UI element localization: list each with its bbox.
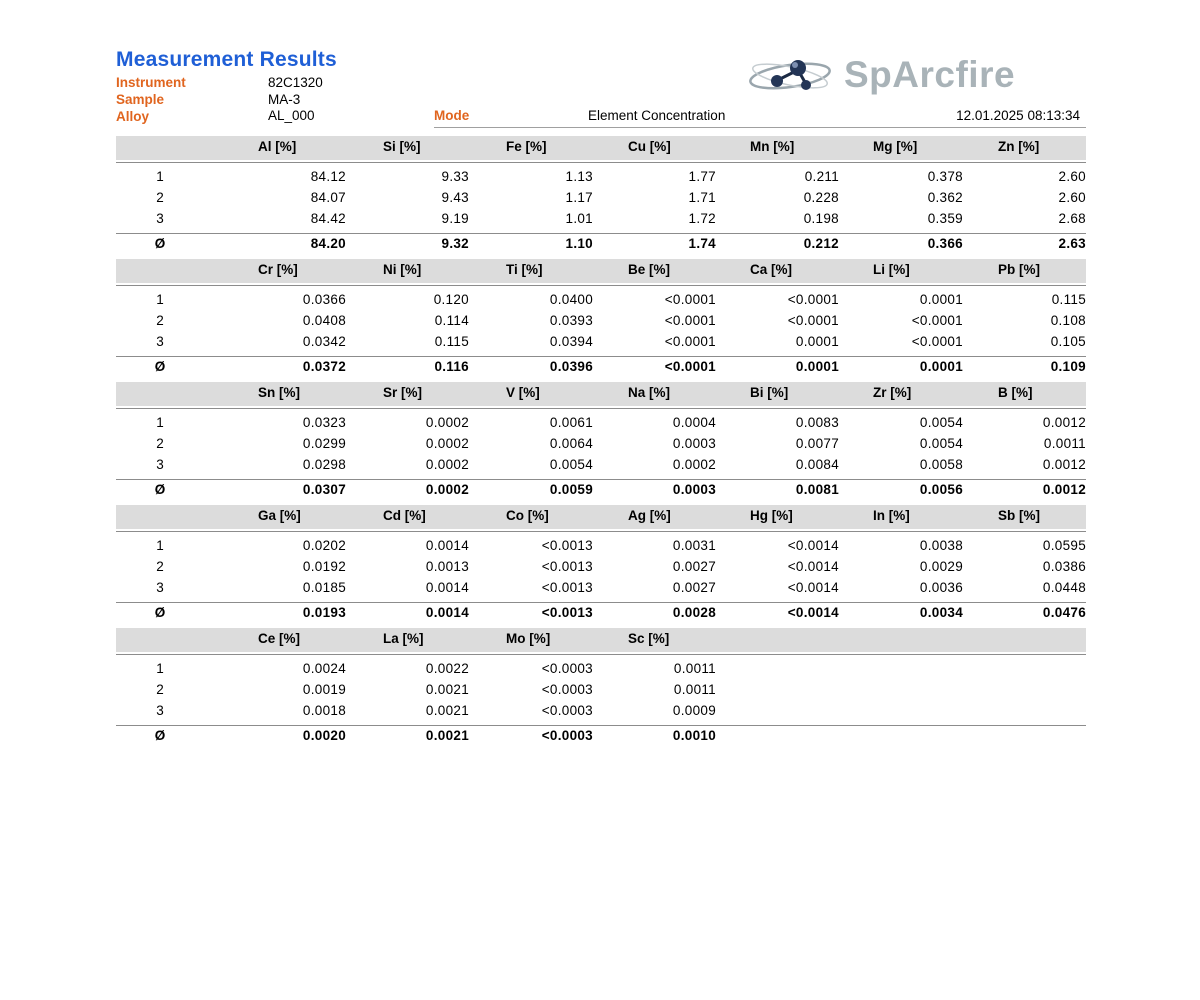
element-header: Al [%] [258, 139, 297, 154]
element-block [116, 259, 1086, 382]
value-cell: 0.0022 [425, 661, 469, 676]
value-cell: 0.0027 [672, 580, 716, 595]
value-cell: 0.0386 [1042, 559, 1086, 574]
average-value-cell: 0.0001 [795, 359, 839, 374]
value-cell: 0.0064 [549, 436, 593, 451]
element-header: B [%] [998, 385, 1033, 400]
value-cell: 0.0031 [672, 538, 716, 553]
mode-label: Mode [434, 108, 470, 123]
value-cell: 2.68 [1058, 211, 1086, 226]
average-value-cell: 0.0396 [549, 359, 593, 374]
value-cell: 0.0077 [795, 436, 839, 451]
average-value-cell: 0.0001 [919, 359, 963, 374]
average-value-cell: <0.0013 [541, 605, 593, 620]
sample-value: MA-3 [268, 92, 301, 107]
average-value-cell: 1.74 [688, 236, 716, 251]
value-cell: 0.211 [804, 169, 839, 184]
element-header: Fe [%] [506, 139, 547, 154]
average-value-cell: 0.0003 [672, 482, 716, 497]
average-value-cell: 0.0034 [919, 605, 963, 620]
average-symbol: Ø [154, 359, 166, 374]
average-value-cell: 0.0307 [302, 482, 346, 497]
average-value-cell: 0.0010 [672, 728, 716, 743]
row-number: 1 [156, 292, 164, 307]
average-value-cell: 0.0059 [549, 482, 593, 497]
header-rule [116, 285, 1086, 286]
value-cell: 0.0342 [302, 334, 346, 349]
value-cell: 0.228 [803, 190, 839, 205]
value-cell: 0.0298 [302, 457, 346, 472]
value-cell: 0.0004 [672, 415, 716, 430]
element-header: Mg [%] [873, 139, 918, 154]
value-cell: 0.0054 [919, 415, 963, 430]
header-rule [116, 531, 1086, 532]
row-number: 2 [156, 682, 164, 697]
element-header-band [116, 505, 1086, 529]
element-header: Ti [%] [506, 262, 543, 277]
value-cell: 0.0011 [673, 661, 716, 676]
element-header-band [116, 628, 1086, 652]
average-value-cell: 0.0028 [672, 605, 716, 620]
value-cell: 1.17 [565, 190, 593, 205]
sample-label: Sample [116, 92, 165, 107]
value-cell: <0.0001 [787, 313, 839, 328]
row-number: 2 [156, 559, 164, 574]
value-cell: 0.0054 [919, 436, 963, 451]
value-cell: 0.0036 [919, 580, 963, 595]
header-divider [434, 127, 1086, 128]
measurement-datetime: 12.01.2025 08:13:34 [956, 108, 1080, 123]
row-number: 2 [156, 190, 164, 205]
average-value-cell: 0.212 [803, 236, 839, 251]
value-cell: 0.362 [927, 190, 963, 205]
value-cell: <0.0014 [787, 580, 839, 595]
average-symbol: Ø [154, 728, 166, 743]
average-value-cell: 0.0372 [302, 359, 346, 374]
average-value-cell: 2.63 [1058, 236, 1086, 251]
value-cell: 84.42 [310, 211, 346, 226]
average-symbol: Ø [154, 236, 166, 251]
value-cell: 0.115 [1051, 292, 1086, 307]
value-cell: <0.0003 [541, 661, 593, 676]
value-cell: <0.0013 [541, 538, 593, 553]
value-cell: 0.0394 [549, 334, 593, 349]
element-header: Cu [%] [628, 139, 671, 154]
value-cell: 0.0002 [672, 457, 716, 472]
element-header: Li [%] [873, 262, 910, 277]
results-tables [116, 136, 1086, 751]
value-cell: 1.01 [565, 211, 593, 226]
element-header: Pb [%] [998, 262, 1040, 277]
value-cell: 0.0002 [425, 415, 469, 430]
value-cell: 0.108 [1050, 313, 1086, 328]
value-cell: 1.13 [565, 169, 593, 184]
average-value-cell: 0.0002 [425, 482, 469, 497]
element-header: Ca [%] [750, 262, 793, 277]
value-cell: 0.0021 [425, 703, 469, 718]
value-cell: 0.0054 [549, 457, 593, 472]
element-header: Ni [%] [383, 262, 422, 277]
value-cell: 0.0083 [795, 415, 839, 430]
value-cell: 0.0366 [302, 292, 346, 307]
average-value-cell: <0.0001 [664, 359, 716, 374]
element-header: Ga [%] [258, 508, 301, 523]
value-cell: 0.0019 [302, 682, 346, 697]
value-cell: 0.0018 [302, 703, 346, 718]
value-cell: <0.0014 [787, 559, 839, 574]
average-rule [116, 479, 1086, 480]
value-cell: 0.0084 [795, 457, 839, 472]
average-value-cell: 0.0081 [795, 482, 839, 497]
value-cell: <0.0013 [541, 580, 593, 595]
element-header: In [%] [873, 508, 910, 523]
element-header: La [%] [383, 631, 424, 646]
average-symbol: Ø [154, 605, 166, 620]
value-cell: 9.33 [441, 169, 469, 184]
value-cell: 0.0400 [549, 292, 593, 307]
report-page [116, 0, 1086, 1000]
average-value-cell: 0.0012 [1042, 482, 1086, 497]
element-header: Cd [%] [383, 508, 426, 523]
row-number: 3 [156, 580, 164, 595]
average-value-cell: 1.10 [565, 236, 593, 251]
element-header-band [116, 382, 1086, 406]
value-cell: 0.0002 [425, 457, 469, 472]
average-value-cell: 9.32 [441, 236, 469, 251]
alloy-label: Alloy [116, 109, 150, 124]
row-number: 1 [156, 538, 164, 553]
element-header: Ce [%] [258, 631, 301, 646]
value-cell: 0.0012 [1042, 415, 1086, 430]
value-cell: 0.0009 [672, 703, 716, 718]
average-value-cell: 0.0056 [919, 482, 963, 497]
average-value-cell: 0.0014 [425, 605, 469, 620]
value-cell: 0.0014 [425, 538, 469, 553]
value-cell: 0.0003 [672, 436, 716, 451]
average-value-cell: 84.20 [310, 236, 346, 251]
value-cell: <0.0001 [911, 313, 963, 328]
element-header: Mo [%] [506, 631, 551, 646]
value-cell: 0.0202 [302, 538, 346, 553]
value-cell: 9.19 [441, 211, 469, 226]
value-cell: <0.0001 [911, 334, 963, 349]
value-cell: 0.105 [1050, 334, 1086, 349]
value-cell: <0.0001 [787, 292, 839, 307]
value-cell: <0.0001 [664, 313, 716, 328]
header-rule [116, 162, 1086, 163]
mode-value: Element Concentration [588, 108, 726, 123]
element-header: Cr [%] [258, 262, 298, 277]
value-cell: 0.0323 [302, 415, 346, 430]
value-cell: <0.0014 [787, 538, 839, 553]
value-cell: 0.0012 [1042, 457, 1086, 472]
value-cell: 0.0185 [302, 580, 346, 595]
value-cell: <0.0001 [664, 292, 716, 307]
value-cell: 0.0027 [672, 559, 716, 574]
element-header: Sb [%] [998, 508, 1040, 523]
average-value-cell: <0.0014 [787, 605, 839, 620]
instrument-label: Instrument [116, 75, 186, 90]
element-header-band [116, 259, 1086, 283]
value-cell: 0.0001 [795, 334, 839, 349]
value-cell: 84.07 [310, 190, 346, 205]
average-value-cell: 0.0476 [1042, 605, 1086, 620]
header-rule [116, 408, 1086, 409]
element-header: Bi [%] [750, 385, 789, 400]
value-cell: <0.0003 [541, 682, 593, 697]
average-value-cell: <0.0003 [541, 728, 593, 743]
instrument-value: 82C1320 [268, 75, 323, 90]
value-cell: 0.0013 [425, 559, 469, 574]
value-cell: 0.0011 [1043, 436, 1086, 451]
value-cell: 0.114 [434, 313, 469, 328]
value-cell: 0.120 [433, 292, 469, 307]
value-cell: 0.378 [927, 169, 963, 184]
average-value-cell: 0.116 [434, 359, 469, 374]
value-cell: <0.0003 [541, 703, 593, 718]
atom-logo-icon [748, 54, 844, 98]
value-cell: <0.0013 [541, 559, 593, 574]
row-number: 1 [156, 415, 164, 430]
element-header: Co [%] [506, 508, 549, 523]
element-header: Ag [%] [628, 508, 671, 523]
value-cell: 1.72 [688, 211, 716, 226]
row-number: 2 [156, 313, 164, 328]
element-header: Zr [%] [873, 385, 912, 400]
element-header-band [116, 136, 1086, 160]
value-cell: <0.0001 [664, 334, 716, 349]
average-rule [116, 233, 1086, 234]
value-cell: 0.115 [434, 334, 469, 349]
average-rule [116, 725, 1086, 726]
average-value-cell: 0.0021 [425, 728, 469, 743]
row-number: 3 [156, 211, 164, 226]
value-cell: 0.0001 [919, 292, 963, 307]
average-rule [116, 356, 1086, 357]
value-cell: 0.0058 [919, 457, 963, 472]
element-block [116, 136, 1086, 259]
value-cell: 2.60 [1058, 190, 1086, 205]
row-number: 3 [156, 457, 164, 472]
average-value-cell: 0.366 [927, 236, 963, 251]
page-title: Measurement Results [116, 48, 337, 71]
element-block [116, 382, 1086, 505]
value-cell: 0.0011 [673, 682, 716, 697]
element-header: Sn [%] [258, 385, 300, 400]
element-header: Hg [%] [750, 508, 793, 523]
sparcfire-logo [748, 54, 1084, 100]
element-header: Zn [%] [998, 139, 1040, 154]
element-block [116, 628, 1086, 751]
element-header: Si [%] [383, 139, 421, 154]
value-cell: 0.359 [927, 211, 963, 226]
row-number: 3 [156, 334, 164, 349]
row-number: 3 [156, 703, 164, 718]
alloy-value: AL_000 [268, 108, 315, 123]
value-cell: 9.43 [441, 190, 469, 205]
element-header: V [%] [506, 385, 540, 400]
value-cell: 0.0448 [1042, 580, 1086, 595]
average-rule [116, 602, 1086, 603]
element-header: Sc [%] [628, 631, 670, 646]
value-cell: 1.71 [688, 190, 716, 205]
element-block [116, 505, 1086, 628]
value-cell: 0.0024 [302, 661, 346, 676]
row-number: 2 [156, 436, 164, 451]
element-header: Sr [%] [383, 385, 423, 400]
value-cell: 0.0038 [919, 538, 963, 553]
logo-wordmark: SpArcfire [844, 54, 1016, 95]
value-cell: 0.0061 [549, 415, 593, 430]
average-value-cell: 0.0020 [302, 728, 346, 743]
value-cell: 0.0014 [425, 580, 469, 595]
value-cell: 0.0408 [302, 313, 346, 328]
row-number: 1 [156, 661, 164, 676]
value-cell: 0.0029 [919, 559, 963, 574]
value-cell: 84.12 [310, 169, 346, 184]
value-cell: 1.77 [688, 169, 716, 184]
value-cell: 0.0192 [302, 559, 346, 574]
average-symbol: Ø [154, 482, 166, 497]
header-rule [116, 654, 1086, 655]
value-cell: 0.0002 [425, 436, 469, 451]
value-cell: 0.0021 [425, 682, 469, 697]
element-header: Mn [%] [750, 139, 795, 154]
row-number: 1 [156, 169, 164, 184]
value-cell: 0.0393 [549, 313, 593, 328]
element-header: Be [%] [628, 262, 671, 277]
average-value-cell: 0.0193 [302, 605, 346, 620]
value-cell: 0.0299 [302, 436, 346, 451]
value-cell: 0.0595 [1042, 538, 1086, 553]
element-header: Na [%] [628, 385, 671, 400]
average-value-cell: 0.109 [1050, 359, 1086, 374]
value-cell: 0.198 [803, 211, 839, 226]
value-cell: 2.60 [1058, 169, 1086, 184]
